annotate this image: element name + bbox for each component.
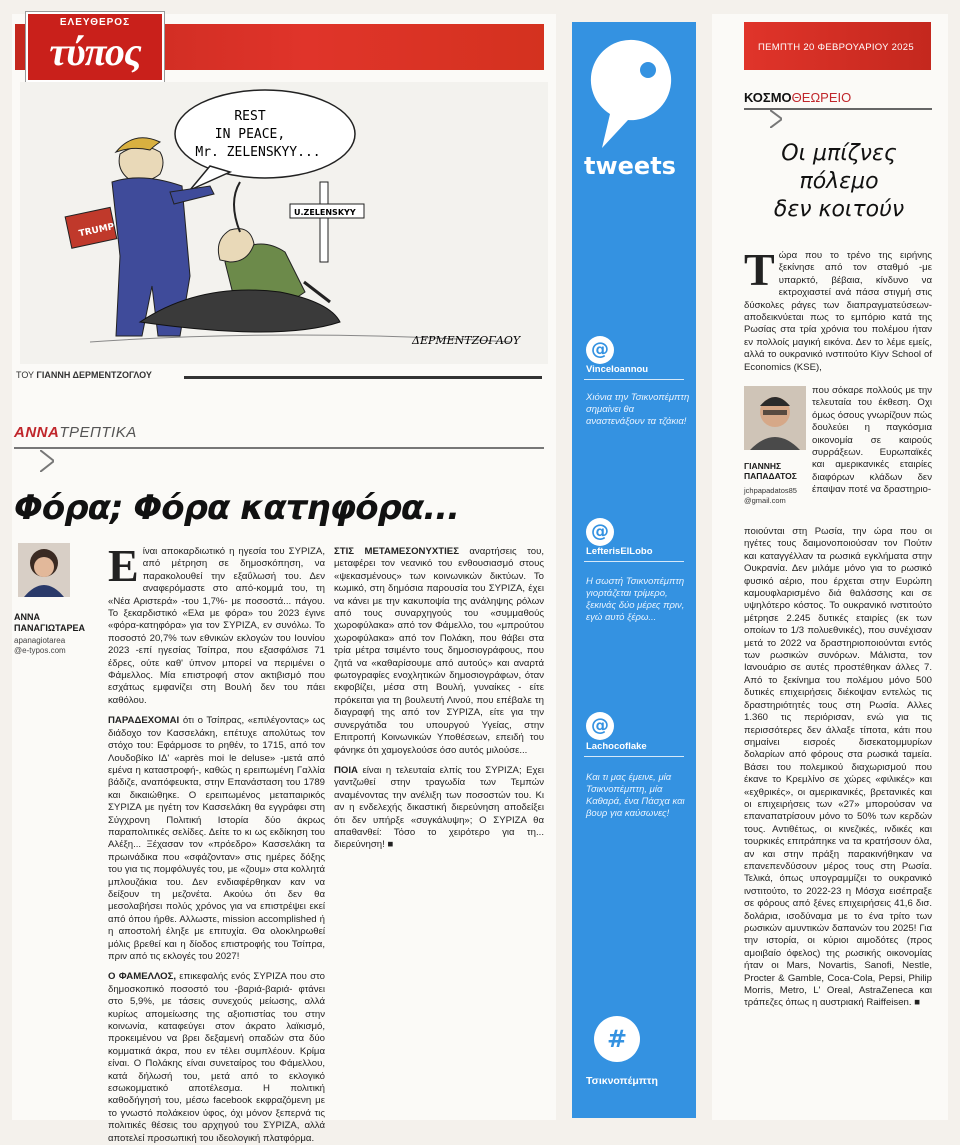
cross-label: U.ZELENSKYY [294, 208, 356, 217]
rubric-chevron-icon [40, 450, 54, 472]
tweet-handle[interactable]: Lachocoflake [586, 741, 647, 752]
cartoon-drawing [20, 82, 548, 364]
article-body-side: που σόκαρε πολλούς με την τελευταία του έκθεση. Οχι όμως όσους γνωρίζουν πώς δουλεύει η παγκόσμια οικονομία σε καιρούς συρράξεων. Ευρωπαϊκές και αμερικανικές εταιρίες διαφόρων κλάδων δεν έπαψαν ποτέ να δραστηριο- [812, 385, 932, 496]
article-body-top: Τώρα που το τρένο της ειρήνης ξεκίνησε από τον σταθμό -με υπαρκτό, βέβαια, κίνδυνο να εκτροχιαστεί ανά πάσα στιγμή στις δύσκολες ράγες των διαπραγματεύσεων- αποδεικνύεται πως το εμπόριο κατά της Ρωσίας στα τρία χρόνια του πολέμου ήταν εν πολλοίς μαγική εικόνα. Δεν το λέμε εμείς, αλλά το ουκρανικό ινστιτούτο Kiyv School of Economics (KSE), [744, 244, 932, 373]
tweet-text: Χιόνια την Τσικνοπέμπτη σημαίνει θα αναστενάξουν τα τζάκια! [586, 392, 690, 427]
editorial-cartoon [20, 82, 548, 364]
author-name: ΓΙΑΝΝΗΣ ΠΑΠΑΔΑΤΟΣ [744, 461, 797, 481]
author-photo [18, 543, 70, 597]
hashtag-icon: # [594, 1016, 640, 1062]
rubric-chevron-icon [770, 110, 782, 128]
divider [584, 756, 684, 757]
tweet-text: Και τι μας έμεινε, μία Τσικνοπέμπτη, μία Καθαρά, ένα Πάσχα και βουρ για καύσωνες! [586, 772, 685, 819]
article-body-bottom: ποιούνται στη Ρωσία, την ώρα που οι ηγέτες τους δαιμονοποιούσαν τον Πούτιν και καταγγέλλαν τα ρωσικά εγκλήματα στην Ουκρανία. Δεν μιλάμε μόνο για το ρωσικό φυσικό αέριο, που έρχεται στην Ευρώπη καμουφλαρισμένο διά θαλάσσης και σε υψηλότερο κόστος. Το ουκρανικό ινστιτούτο μέτρησε 2.245 δυτικές εταιρίες (εκ των οποίων το 1/3 πολυεθνικές), που συνέχισαν μετά το 2022 να δραστηριοποιούνται εντός των ρωσικών συνόρων. Μάλιστα, τον Ιανουάριο σε αυτές προστέθηκαν άλλες 7. Από το ξεκίνημα του πολέμου μόνο 500 δυτικές επιχειρήσεις διέκοψαν εντελώς τις δραστηριότητές τους στη Ρωσία. Αλλες 1.360 τις περιόρισαν, ενώ για τις περισσότερες δεν άλλαξε τίποτα, κάτι που σημαίνει εισροές δισεκατομμυρίων δολαρίων από φόρους στα ρωσικά ταμεία. Βάσει του πολεμικού διαχωρισμού που έκανε το Κρεμλίνο σε χώρες «φιλικές» και «εχθρικές», οι αμερικανικές, βρετανικές και οι επιχειρήσεις των «27» μπορούσαν να επαναπατρίσουν μόνο το 50% των κερδών τους. Αντιθέτως, οι κινεζικές, ινδικές και τουρκικές επιτράπηκε να τα κρατήσουν όλα, αν και στην πράξη παρακινήθηκαν να επανεπενδύσουν μέρος τους στη Ρωσία. Τελικά, όπως υπογραμμίζει το ουκρανικό ινστιτούτο, το 2022-23 η Μόσχα εισέπραξε σε φόρους από ξένες επιχειρήσεις 41,6 δισ. δολάρια, ισοδύναμα με το ένα τρίτο των ρωσικών αμυντικών δαπανών του 2025! Για την ιστορία, οι κύριοι αιμοδότες (προς αμοιβαίο όφελος) της ρωσικής οικονομίας ήταν οι Mars, Novartis, Sanofi, Nestle, Procter & Gamble, Coca-Cola, Pepsi, Philip Morris, Metro, L' Oreal, AstraZeneca και τράπεζες όπως η αυστριακή Raiffeisen. ■ [744, 526, 932, 1009]
author-email: jchpapadatos85 @gmail.com [744, 486, 797, 505]
divider [584, 379, 684, 380]
tweet-handle[interactable]: LefterisElLobo [586, 546, 653, 557]
at-icon: @ [586, 336, 614, 364]
article-column-2: ΣΤΙΣ ΜΕΤΑΜΕΣΟΝΥΧΤΙΕΣ αναρτήσεις του, μεταφέρει τον νεανικό του ενθουσιασμό στους «ψεκασμένους» των κοινωνικών δικτύων. Το κωμικό, στη δημόσια παρουσία του ΣΥΡΙΖΑ, έχει να κάνει με την κακυποψία της ανάληψης ρόλων από τους συναρχηγούς του «συμμαθούς χωροφύλακα» από τον Φάμελλο, του «μπρούτου χωροφύλακα» από τον Πολάκη, που θάβει στα τρία μέτρα τσιμέντο τους δημοσιογράφους, που ζητά να «καθαρίσουμε από αυτούς» και αναρτά φωτογραφίες ενοχλητικών δημοσιογράφων, όταν εκφοβίζει, μέσα στη Βουλή, γυναίκες - είτε πρόκειται για τη βουλευτή Λινού, που επέβαλε τη διαγραφή της από τον ΣΥΡΙΖΑ, είτε για την συνεργάτιδα του υπουργού Υγείας, στην Επιτροπή Κοινωνικών Υποθέσεων, επειδή του φάνηκε ότι χαμογελούσε όσο αυτός μιλούσε... ΠΟΙΑ είναι η τελευταία ελπίς του ΣΥΡΙΖΑ; Εχει γαντζωθεί στην τραγωδία των Τεμπών αναμένοντας την ανέλιξη των ποσοστών του. Κι αν η ενδελεχής δικαστική διερεύνηση αποδείξει ότι δεν υπήρξε «συγκάλυψη»; Ο ΣΥΡΙΖΑ θα απαθανθεί: Τόσο το χειρότερο για τη... διερεύνηση! ■ [334, 546, 544, 851]
speech-line-2: IN PEACE, [214, 127, 286, 142]
cartoon-credit: ΤΟΥ ΓΙΑΝΝΗ ΔΕΡΜΕΝΤΖΟΓΛΟΥ [16, 370, 152, 380]
article-column-1: Είναι αποκαρδιωτικό η ηγεσία του ΣΥΡΙΖΑ, από μέτρηση σε δημοσκόπηση, να παρακολουθεί την εξαΰλωσή του. Δεν αναφερόμαστε στο από-κομμά του, τη «Νέα Αριστερά» -του 1,7%- με ποσοστά... πάγου. Το ξεκαρδιστικό «Ελα με φόρα» του 2023 έγινε «φόρα-κατηφόρα» για τον ΣΥΡΙΖΑ, εν συνόλω. Το ποσοστό 20,7% των εθνικών εκλογών του Ιουνίου 2023 -επί ηγεσίας Τσίπρα, που εξασφάλισε 71 έδρες, ούτε καθ' ύπνον μπορεί να περιμένει ο Φάμελλος. Μία επιστροφή στον ακτιβισμό που εσχάτως εμφανίζει στη Βουλή δεν του πάει καθόλου. ΠΑΡΑΔΕΧΟΜΑΙ ότι ο Τσίπρας, «επιλέγοντας» ως διάδοχο τον Κασσελάκη, επέτυχε απολύτως τον στόχο του: Εφάρμοσε το ρηθέν, το 1715, από τον Λουδοβίκο ΙΔ' «après moi le deluse» -μετά από εμένα η καταστροφή-, καθώς η ερειπωμένη Γαλλία βάδιζε, αναπόφευκτα, στην Επανάσταση του 1789 και δικαιώθηκε. Ο ερειπωμένος μεταπαιρικός ΣΥΡΙΖΑ με ηγέτη τον Κασσελάκη θα εγγράφει στη Σύγχρονη Πολιτική Ιστορία δύο άκρως παραπολιτικές σελίδες. Δείτε το κι ως εκδίκηση του Αλέξη... Ξέχασαν τον «πρόεδρο» Κασσελάκη τα πρωινάδικα που «σφάζονταν» στις ημέρες δόξης του για τις πομφόλυγές του, με «ζουμ» στα κολλητά μπλουζάκια του. Δεν ενδιαφέρθηκαν καν να δείξουν τη μεζονέτα. Ακούω ότι δεν θα μεσολαβήσει πολύς χρόνος για να επιστρέψει εκεί από όπου ήρθε. Αλλωστε, mission accomplished ή η αποστολή έληξε με επιτυχία. Θα ολοκληρωθεί μόλις βρεθεί και η δίοδος επιστροφής του Τσίπρα, πριν από τις εκλογές του 2027! Ο ΦΑΜΕΛΛΟΣ, επικεφαλής ενός ΣΥΡΙΖΑ που στο δημοσκοπικό ποσοστό του -βαριά-βαριά- φτάνει στο 5,9%, με τάσεις συνεχούς μείωσης, αλλά κυρίως απομείωσης της αξιοπιστίας του στην κοινωνία, καταφεύγει στον άκρατο λαϊκισμό, προκειμένου να βρει δεξαμενή οπαδών στα δύο κομματικά άκρα, που εν τέλει συμπλέουν. Κρίμα είναι. Ο Πολάκης είναι συνεταίρος του Φάμελλου, κατά δήλωσή του, μετά από το εκλογικό εσωκομματικό αποτέλεσμα. Η πολιτική καθοδήγησή του, μέσω facebook εκφραζόμενη με το γνωστό πολάκειον ύφος, όχι μόνον ξεπερνά τις πολιτικές θέσεις του αρχηγού του ΣΥΡΙΖΑ, αλλά αποτελεί προσωπική του ιδεολογική πλατφόρμα. [108, 540, 325, 1144]
hashtag-label: Τσικνοπέμπτη [586, 1075, 658, 1087]
tweet-handle[interactable]: VinceIoannou [586, 364, 649, 375]
speech-line-3: Mr. ZELENSKYY... [195, 145, 321, 160]
author-photo [744, 386, 806, 450]
divider [584, 561, 684, 562]
article-headline: Οι μπίζνες πόλεμο δεν κοιτούν [773, 141, 905, 222]
column-rubric: ΑΝΝΑΤΡΕΠΤΙΚΑ [14, 424, 137, 441]
at-icon: @ [586, 712, 614, 740]
dropcap: Τ [744, 244, 775, 295]
tweet-text: Η σωστή Τσικνοπέμπτη γιορτάζεται τρίμερο, ξεκινάς δύο μέρες πριν, εγώ αυτό ξέρω... [586, 576, 685, 623]
issue-date: ΠΕΜΠΤΗ 20 ΦΕΒΡΟΥΑΡΙΟΥ 2025 [758, 42, 914, 53]
author-email: apanagiotarea @e-typos.com [14, 636, 66, 655]
divider [184, 376, 542, 379]
speech-line-1: REST [234, 109, 266, 124]
dropcap: Ε [108, 540, 139, 591]
cartoon-signature: ΔΕΡΜΕΝΤΖΟΓΛΟΥ [412, 334, 521, 347]
at-icon: @ [586, 518, 614, 546]
tweets-title: tweets [584, 152, 676, 180]
tweets-panel [572, 22, 696, 1118]
article-headline: Φόρα; Φόρα κατηφόρα... [14, 488, 460, 528]
case-label: TRUMP [78, 222, 116, 240]
divider [14, 447, 544, 449]
author-name: ΑΝΝΑ ΠΑΝΑΓΙΩΤΑΡΕΑ [14, 612, 85, 633]
newspaper-logo: ΕΛΕΥΘΕΡΟΣ τύπος [26, 12, 164, 82]
tweet-bubble-icon [586, 34, 682, 154]
column-rubric: ΚΟΣΜΟΘΕΩΡΕΙΟ [744, 90, 852, 105]
